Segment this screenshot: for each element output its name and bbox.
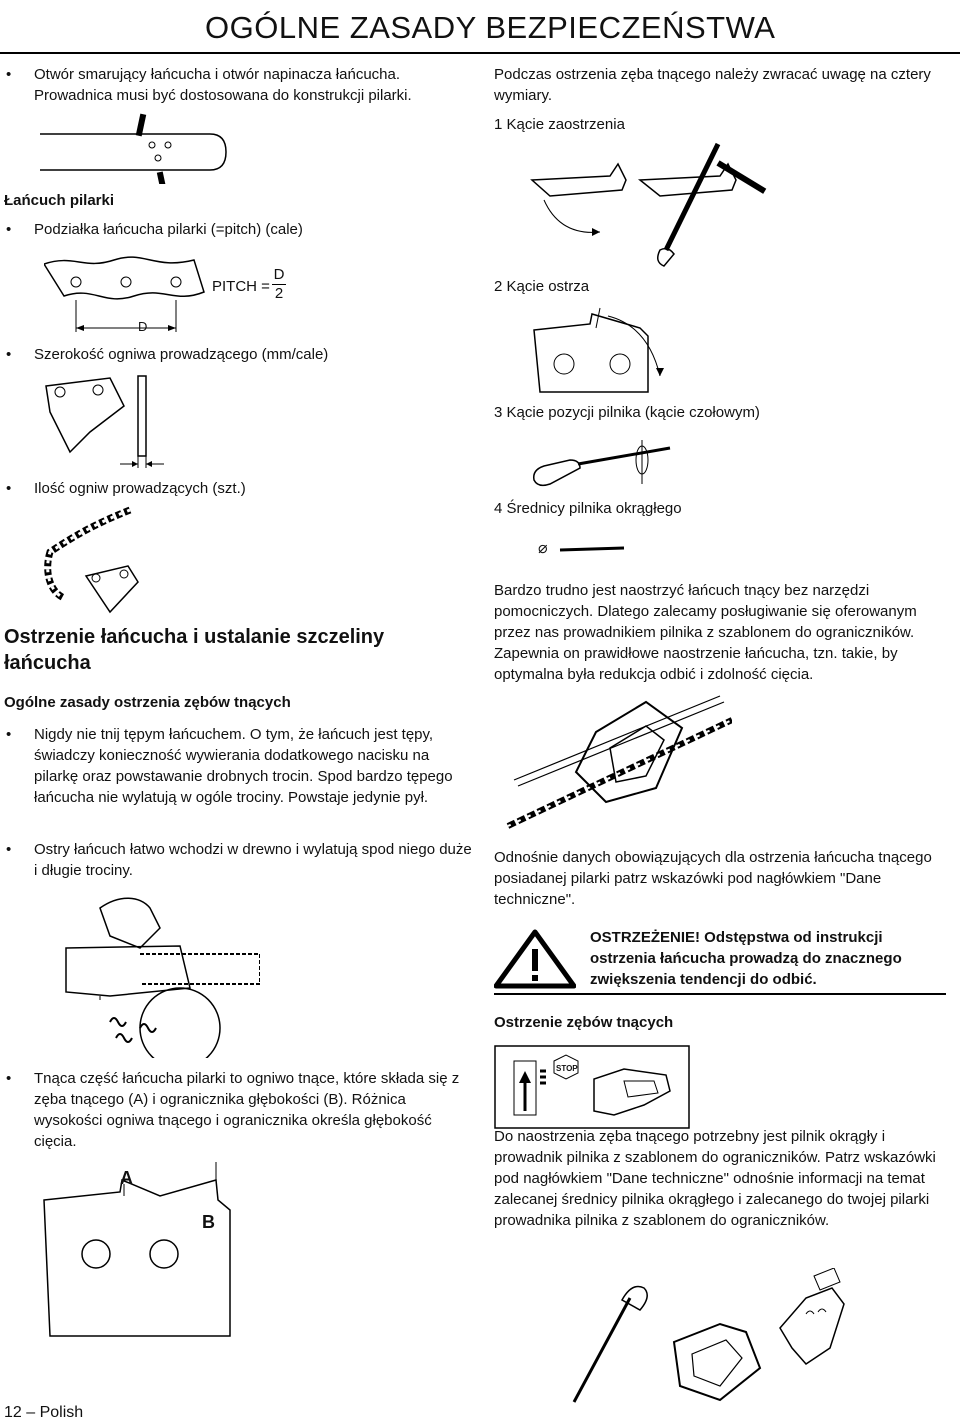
sub-heading: Ogólne zasady ostrzenia zębów tnących (4, 694, 291, 711)
diameter-icon: ⌀ (538, 540, 548, 557)
item-1: 1 Kącie zaostrzenia (494, 116, 625, 133)
file-guide-figure (506, 692, 732, 836)
file-position-figure (530, 436, 680, 492)
label-a: A (120, 1168, 133, 1188)
gauge-bullet: • Szerokość ogniwa prowadzącego (mm/cale) (0, 344, 474, 365)
intro-bullet: • Otwór smarujący łańcucha i otwór napinacza łańcucha. Prowadnica musi być dostosowana do konstrukcji pilarki. (0, 64, 474, 106)
cutter-link-figure (40, 1160, 240, 1340)
sub-heading-wrap (4, 692, 444, 713)
teeth-heading-wrap (494, 1012, 934, 1033)
page-title: OGÓLNE ZASADY BEZPIECZEŃSTWA (205, 10, 776, 45)
chain-heading: Łańcuch pilarki (4, 192, 115, 209)
sharpening-angle-figure (530, 140, 770, 270)
d-label: D (138, 319, 148, 334)
guide-bar-figure (40, 112, 240, 184)
warning-text: OSTRZEŻENIE! Odstępstwa od instrukcji ostrzenia łańcucha prowadzą do znacznego zwiększenia tendencji do odbić. (590, 929, 902, 988)
cutter-bullet: • Tnąca część łańcucha pilarki to ogniwo tnące, które składa się z zęba tnącego (A) i ogranicznika głębokości (B). Różnica wysokości ogniwa tnącego i ogranicznika określa głębokość cięcia. (0, 1068, 474, 1152)
chain-count-figure (40, 502, 190, 614)
section-heading-wrap (4, 624, 444, 676)
right-para-1: Bardzo trudno jest naostrzyć łańcuch tnący bez narzędzi pomocniczych. Dlatego zalecamy posługiwanie się oferowanym przez nas prowadnikiem pilnika z szablonem do ograniczników. Zapewnia on prawidłowe naostrzenie łańcucha, tzn. takie, by optymalna była redukcja odbić i zdolność cięcia. (494, 582, 917, 683)
drive-link-gauge-figure (40, 372, 170, 472)
warning-box (494, 925, 946, 997)
pitch-denominator: 2 (274, 285, 284, 302)
item-3: 3 Kącie pozycji pilnika (kącie czołowym) (494, 404, 760, 421)
section-heading: Ostrzenie łańcucha i ustalanie szczeliny łańcucha (4, 626, 385, 674)
round-file-figure (520, 540, 630, 560)
right-para-3: Do naostrzenia zęba tnącego potrzebny jest pilnik okrągły i prowadnik pilnika z szablonem do ograniczników. Patrz wskazówki pod nagłówkiem "Dane techniczne" odnośnie informacji na temat zalecanej średnicy pilnika okrągłego i zalecanego do twojej pilarki prowadnika pilnika z szablonem do ograniczników. (494, 1128, 936, 1229)
chain-pitch-figure (44, 252, 214, 336)
item-4: 4 Średnicy pilnika okrągłego (494, 500, 682, 517)
sharpening-tools-box (494, 1045, 690, 1129)
cutter-angle-figure (520, 306, 680, 402)
sharp-chain-bullet: • Ostry łańcuch łatwo wchodzi w drewno i wylatują spod niego duże i długie trociny. (0, 839, 474, 881)
page-footer: 12 – Polish (4, 1404, 84, 1421)
pitch-label: PITCH = (212, 278, 270, 295)
label-b: B (202, 1212, 215, 1232)
right-para-2: Odnośnie danych obowiązujących dla ostrzenia łańcucha tnącego posiadanej pilarki patrz wskazówki pod nagłówkiem "Dane techniczne". (494, 849, 932, 908)
title-rule (0, 52, 960, 54)
blunt-chain-bullet: • Nigdy nie tnij tępym łańcuchem. O tym, że łańcuch jest tępy, świadczy konieczność wywierania dodatkowego nacisku na pilarkę oraz powstawanie drobnych trocin. Spod bardzo tępego łańcucha nie wylatują w ogóle trociny. Powstaje jedynie pył. (0, 724, 474, 808)
warning-icon (494, 929, 576, 989)
right-intro: Podczas ostrzenia zęba tnącego należy zwracać uwagę na cztery wymiary. (494, 66, 931, 104)
pitch-numerator: D (273, 266, 285, 283)
warning-rule (494, 993, 946, 995)
chainsaw-cutting-figure (40, 888, 260, 1058)
stop-label: STOP (556, 1064, 578, 1073)
teeth-heading: Ostrzenie zębów tnących (494, 1014, 674, 1031)
count-bullet: • Ilość ogniw prowadzących (szt.) (0, 478, 474, 499)
item-2: 2 Kącie ostrza (494, 278, 590, 295)
file-and-gauge-figure (570, 1268, 870, 1410)
pitch-bullet: • Podziałka łańcucha pilarki (=pitch) (cale) (0, 219, 474, 240)
